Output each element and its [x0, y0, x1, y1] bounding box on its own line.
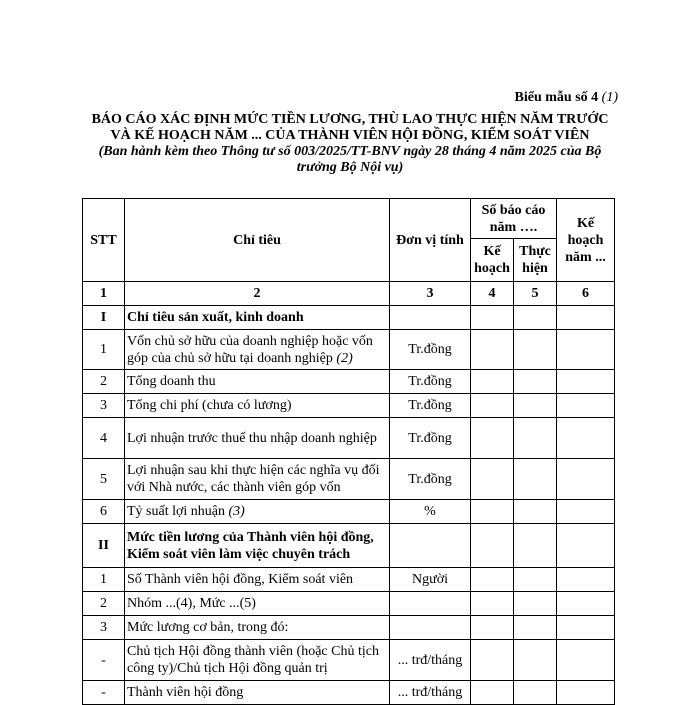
header-chi-tieu: Chỉ tiêu: [125, 199, 390, 282]
table-row: [83, 500, 615, 524]
value-cell: [471, 500, 514, 524]
row-stt: -: [83, 681, 125, 705]
row-unit: [390, 524, 471, 568]
table-row: [83, 681, 615, 705]
row-unit: Người: [390, 568, 471, 592]
row-stt: 2: [83, 370, 125, 394]
col-number: 1: [83, 282, 125, 306]
table-row: [83, 592, 615, 616]
value-cell: [514, 394, 557, 418]
form-label: Biểu mẫu số 4: [514, 90, 599, 105]
row-label: [125, 394, 390, 418]
row-label-text: Tổng chi phí (chưa có lương): [127, 398, 292, 413]
value-cell: [557, 330, 615, 370]
col-number: 4: [471, 282, 514, 306]
row-label-text: Chỉ tiêu sản xuất, kinh doanh: [127, 310, 304, 325]
col-number: 2: [125, 282, 390, 306]
value-cell: [557, 418, 615, 459]
title-line-1: BÁO CÁO XÁC ĐỊNH MỨC TIỀN LƯƠNG, THÙ LAO THỰC HIỆN NĂM TRƯỚC: [91, 112, 609, 127]
table-row: [83, 306, 615, 330]
value-cell: [471, 418, 514, 459]
value-cell: [471, 616, 514, 640]
row-stt: 5: [83, 459, 125, 500]
value-cell: [514, 568, 557, 592]
col-number: 3: [390, 282, 471, 306]
value-cell: [557, 500, 615, 524]
row-unit: Tr.đồng: [390, 370, 471, 394]
row-label-text: Vốn chủ sở hữu của doanh nghiệp hoặc vốn góp của chủ sở hữu tại doanh nghiệp: [127, 333, 373, 366]
row-unit: Tr.đồng: [390, 330, 471, 370]
row-stt: 3: [83, 616, 125, 640]
row-stt: II: [83, 524, 125, 568]
value-cell: [514, 330, 557, 370]
value-cell: [557, 592, 615, 616]
row-label-text: Thành viên hội đồng: [127, 685, 244, 700]
row-unit: [390, 306, 471, 330]
value-cell: [471, 592, 514, 616]
row-stt: 6: [83, 500, 125, 524]
row-unit: Tr.đồng: [390, 418, 471, 459]
row-label: [125, 306, 390, 330]
row-label-text: Tỷ suất lợi nhuận: [127, 504, 225, 519]
row-label: [125, 640, 390, 681]
table-row: [83, 640, 615, 681]
row-stt: 2: [83, 592, 125, 616]
row-unit: %: [390, 500, 471, 524]
table-row: [83, 524, 615, 568]
table-row: [83, 394, 615, 418]
row-unit: ... trđ/tháng: [390, 681, 471, 705]
value-cell: [514, 418, 557, 459]
row-label: [125, 459, 390, 500]
value-cell: [557, 568, 615, 592]
value-cell: [514, 592, 557, 616]
header-ke-hoach-nam: Kế hoạch năm ...: [557, 199, 615, 282]
row-label-text: Nhóm ...(4), Mức ...(5): [127, 596, 256, 611]
header-don-vi: Đơn vị tính: [390, 199, 471, 282]
row-label: [125, 592, 390, 616]
row-label: [125, 616, 390, 640]
row-note: (3): [228, 504, 245, 519]
value-cell: [514, 306, 557, 330]
row-stt: 1: [83, 330, 125, 370]
value-cell: [514, 459, 557, 500]
value-cell: [471, 370, 514, 394]
header-so-bao-cao: Số báo cáo năm ….: [471, 199, 557, 239]
value-cell: [557, 306, 615, 330]
value-cell: [514, 681, 557, 705]
row-stt: 3: [83, 394, 125, 418]
row-label-text: Tổng doanh thu: [127, 374, 216, 389]
row-label: [125, 524, 390, 568]
value-cell: [471, 459, 514, 500]
table-row: [83, 330, 615, 370]
row-label-text: Mức tiền lương của Thành viên hội đồng, Kiểm soát viên làm việc chuyên trách: [127, 529, 374, 562]
value-cell: [557, 459, 615, 500]
row-label-text: Số Thành viên hội đồng, Kiểm soát viên: [127, 572, 354, 587]
value-cell: [471, 681, 514, 705]
value-cell: [471, 568, 514, 592]
value-cell: [471, 330, 514, 370]
report-title: [85, 112, 615, 176]
value-cell: [514, 616, 557, 640]
row-stt: I: [83, 306, 125, 330]
value-cell: [471, 640, 514, 681]
value-cell: [557, 370, 615, 394]
row-label: [125, 500, 390, 524]
header-ke-hoach: Kế hoạch: [471, 239, 514, 282]
table-row: [83, 418, 615, 459]
row-unit: [390, 616, 471, 640]
row-unit: ... trđ/tháng: [390, 640, 471, 681]
table-row: [83, 370, 615, 394]
row-label: [125, 418, 390, 459]
value-cell: [557, 616, 615, 640]
value-cell: [471, 306, 514, 330]
value-cell: [557, 640, 615, 681]
table-row: [83, 616, 615, 640]
form-note: (1): [601, 90, 618, 105]
row-label-text: Lợi nhuận sau khi thực hiện các nghĩa vụ đối với Nhà nước, các thành viên góp vốn: [127, 463, 380, 495]
row-stt: 4: [83, 418, 125, 459]
value-cell: [557, 394, 615, 418]
header-stt: STT: [83, 199, 125, 282]
row-unit: Tr.đồng: [390, 394, 471, 418]
row-label: [125, 568, 390, 592]
row-label-text: Mức lương cơ bản, trong đó:: [127, 620, 289, 635]
row-label: [125, 681, 390, 705]
row-stt: -: [83, 640, 125, 681]
row-label-text: Lợi nhuận trước thuế thu nhập doanh nghiệp: [127, 430, 377, 446]
row-unit: [390, 592, 471, 616]
table-row: [83, 568, 615, 592]
subtitle: (Ban hành kèm theo Thông tư số 003/2025/TT-BNV ngày 28 tháng 4 năm 2025 của Bộ trưởng Bộ Nội vụ): [98, 144, 602, 175]
value-cell: [471, 394, 514, 418]
value-cell: [471, 524, 514, 568]
col-number: 5: [514, 282, 557, 306]
row-label: [125, 370, 390, 394]
table-row: [83, 459, 615, 500]
row-unit: Tr.đồng: [390, 459, 471, 500]
value-cell: [514, 640, 557, 681]
value-cell: [514, 524, 557, 568]
value-cell: [514, 500, 557, 524]
col-number: 6: [557, 282, 615, 306]
row-note: (2): [336, 350, 353, 366]
value-cell: [557, 524, 615, 568]
row-label: [125, 330, 390, 370]
row-label-text: Chủ tịch Hội đồng thành viên (hoặc Chủ tịch công ty)/Chủ tịch Hội đồng quản trị: [127, 644, 379, 676]
value-cell: [514, 370, 557, 394]
form-number: [515, 90, 618, 106]
report-table: [82, 198, 615, 705]
title-line-2: VÀ KẾ HOẠCH NĂM ... CỦA THÀNH VIÊN HỘI ĐỒNG, KIỂM SOÁT VIÊN: [110, 128, 590, 143]
row-stt: 1: [83, 568, 125, 592]
value-cell: [557, 681, 615, 705]
header-thuc-hien: Thực hiện: [514, 239, 557, 282]
